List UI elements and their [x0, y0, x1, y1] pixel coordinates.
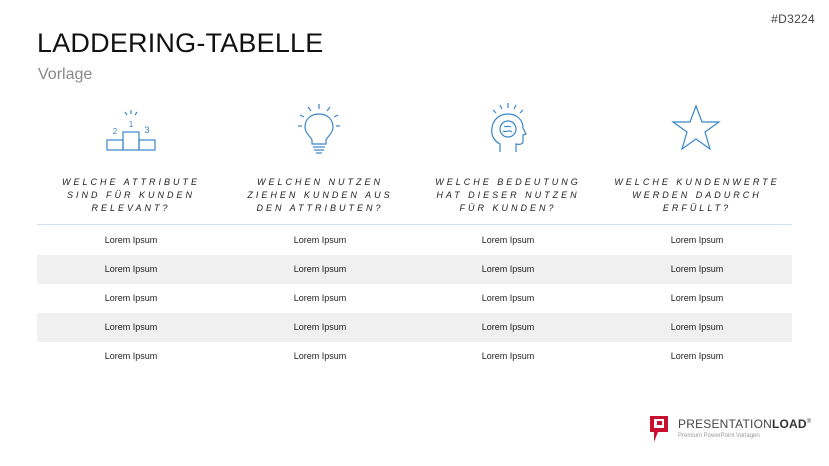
slide-title: LADDERING-TABELLE — [37, 28, 324, 58]
header-divider — [37, 224, 792, 225]
column-header-2: WELCHEN NUTZEN ZIEHEN KUNDEN AUS DEN ATTRIBUTEN? — [247, 177, 393, 213]
table-cell: Lorem Ipsum — [104, 264, 158, 274]
table-cell: Lorem Ipsum — [104, 235, 158, 245]
table-cell: Lorem Ipsum — [481, 351, 535, 361]
table-cell: Lorem Ipsum — [670, 264, 724, 274]
table-cell: Lorem Ipsum — [481, 322, 535, 332]
logo-tagline: Premium PowerPoint Vorlagen — [678, 433, 760, 439]
presentationload-logo — [650, 414, 810, 446]
podium-label-2: 2 — [112, 127, 118, 136]
column-header-4: WELCHE KUNDENWERTE WERDEN DADURCH ERFÜLLT? — [614, 177, 780, 213]
podium-label-1: 1 — [128, 120, 134, 129]
table-cell: Lorem Ipsum — [481, 235, 535, 245]
table-row — [37, 255, 792, 284]
table-cell: Lorem Ipsum — [481, 293, 535, 303]
table-cell: Lorem Ipsum — [293, 351, 347, 361]
table-row — [37, 226, 792, 255]
podium-label-3: 3 — [144, 125, 150, 135]
table-cell: Lorem Ipsum — [104, 322, 158, 332]
logo-mark-icon — [650, 416, 668, 442]
table-cell: Lorem Ipsum — [670, 322, 724, 332]
lightbulb-icon — [289, 100, 349, 160]
table-cell: Lorem Ipsum — [481, 264, 535, 274]
slide-code: #D3224 — [771, 12, 815, 26]
table-cell: Lorem Ipsum — [104, 351, 158, 361]
slide-subtitle: Vorlage — [38, 66, 93, 83]
table-cell: Lorem Ipsum — [293, 293, 347, 303]
table-cell: Lorem Ipsum — [104, 293, 158, 303]
table-cell: Lorem Ipsum — [670, 351, 724, 361]
table-cell: Lorem Ipsum — [293, 322, 347, 332]
table-row — [37, 342, 792, 371]
table-row — [37, 284, 792, 313]
logo-wordmark: PRESENTATIONLOAD® — [678, 417, 812, 431]
table-row — [37, 313, 792, 342]
star-icon — [666, 100, 726, 160]
column-header-3: WELCHE BEDEUTUNG HAT DIESER NUTZEN FÜR KUNDEN? — [435, 177, 581, 213]
table-cell: Lorem Ipsum — [293, 235, 347, 245]
head-brain-icon — [478, 100, 538, 160]
table-cell: Lorem Ipsum — [670, 293, 724, 303]
table-cell: Lorem Ipsum — [670, 235, 724, 245]
podium-icon — [101, 100, 161, 160]
table-cell: Lorem Ipsum — [293, 264, 347, 274]
column-header-1: WELCHE ATTRIBUTE SIND FÜR KUNDEN RELEVANT? — [61, 177, 200, 213]
